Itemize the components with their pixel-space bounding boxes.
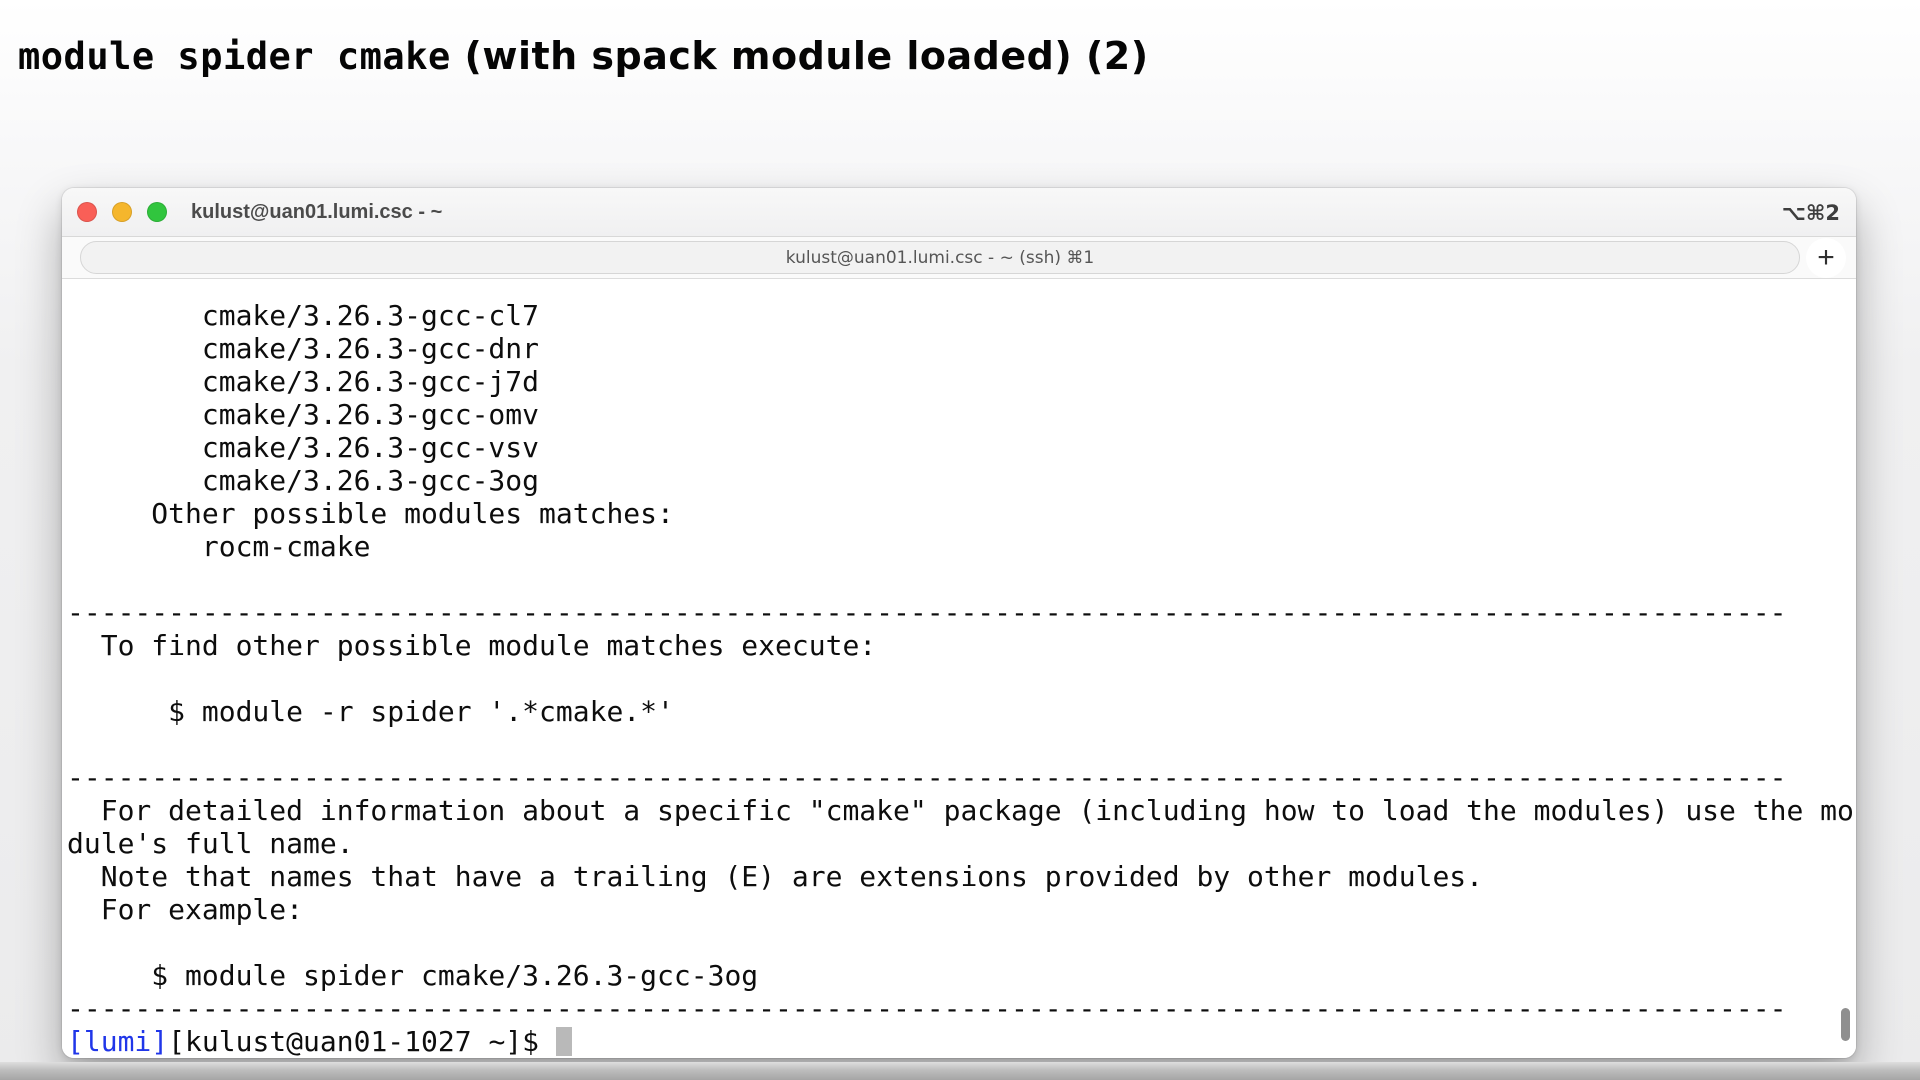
close-button[interactable]: [77, 202, 97, 222]
terminal-tab-label: kulust@uan01.lumi.csc - ~ (ssh) ⌘1: [785, 247, 1095, 268]
titlebar[interactable]: [62, 188, 1856, 237]
new-tab-button[interactable]: +: [1806, 238, 1846, 278]
terminal-line: [67, 926, 1856, 959]
terminal-line: $ module -r spider '.*cmake.*': [67, 695, 674, 728]
page-title: [18, 34, 1149, 78]
terminal-line: [67, 728, 1856, 761]
terminal-line: For detailed information about a specific "cmake" package (including how to load the modules) use the mo: [67, 794, 1854, 827]
fullscreen-button[interactable]: [147, 202, 167, 222]
window-title: kulust@uan01.lumi.csc - ~: [191, 200, 443, 223]
prompt-user-path: [kulust@uan01-1027 ~]$: [168, 1025, 556, 1058]
terminal-line: [67, 563, 1856, 596]
bottom-edge: [0, 1062, 1920, 1080]
terminal-line: cmake/3.26.3-gcc-vsv: [67, 431, 540, 464]
traffic-lights: [62, 202, 167, 222]
terminal-prompt-line: [67, 1025, 1856, 1058]
terminal-line: Note that names that have a trailing (E) are extensions provided by other modules.: [67, 860, 1484, 893]
terminal-separator-line: ------------------------------------------------------------------------------------------------------: [67, 596, 1787, 629]
terminal-cursor: [556, 1027, 572, 1056]
tab-bar: [62, 237, 1856, 279]
terminal-line: For example:: [67, 893, 304, 926]
terminal-line: To find other possible module matches execute:: [67, 629, 877, 662]
terminal-line: cmake/3.26.3-gcc-3og: [67, 464, 540, 497]
scrollbar-thumb[interactable]: [1841, 1008, 1850, 1041]
terminal-output[interactable]: [62, 279, 1856, 1058]
page-title-annotation: (with spack module loaded) (2): [450, 34, 1149, 78]
terminal-window: [62, 188, 1856, 1058]
terminal-line: [67, 662, 1856, 695]
terminal-line: cmake/3.26.3-gcc-omv: [67, 398, 540, 431]
terminal-line: cmake/3.26.3-gcc-cl7: [67, 299, 540, 332]
terminal-line: Other possible modules matches:: [67, 497, 674, 530]
minimize-button[interactable]: [112, 202, 132, 222]
terminal-line: cmake/3.26.3-gcc-j7d: [67, 365, 540, 398]
window-shortcut-badge: ⌥⌘2: [1781, 201, 1840, 225]
page-title-command: module spider cmake: [18, 35, 451, 78]
prompt-host-tag: [lumi]: [67, 1025, 169, 1058]
terminal-line: rocm-cmake: [67, 530, 371, 563]
terminal-line: cmake/3.26.3-gcc-dnr: [67, 332, 540, 365]
terminal-line: $ module spider cmake/3.26.3-gcc-3og: [67, 959, 759, 992]
terminal-separator-line: ------------------------------------------------------------------------------------------------------: [67, 761, 1787, 794]
terminal-tab[interactable]: [80, 241, 1800, 274]
terminal-separator-line: ------------------------------------------------------------------------------------------------------: [67, 992, 1787, 1025]
terminal-line: dule's full name.: [67, 827, 354, 860]
